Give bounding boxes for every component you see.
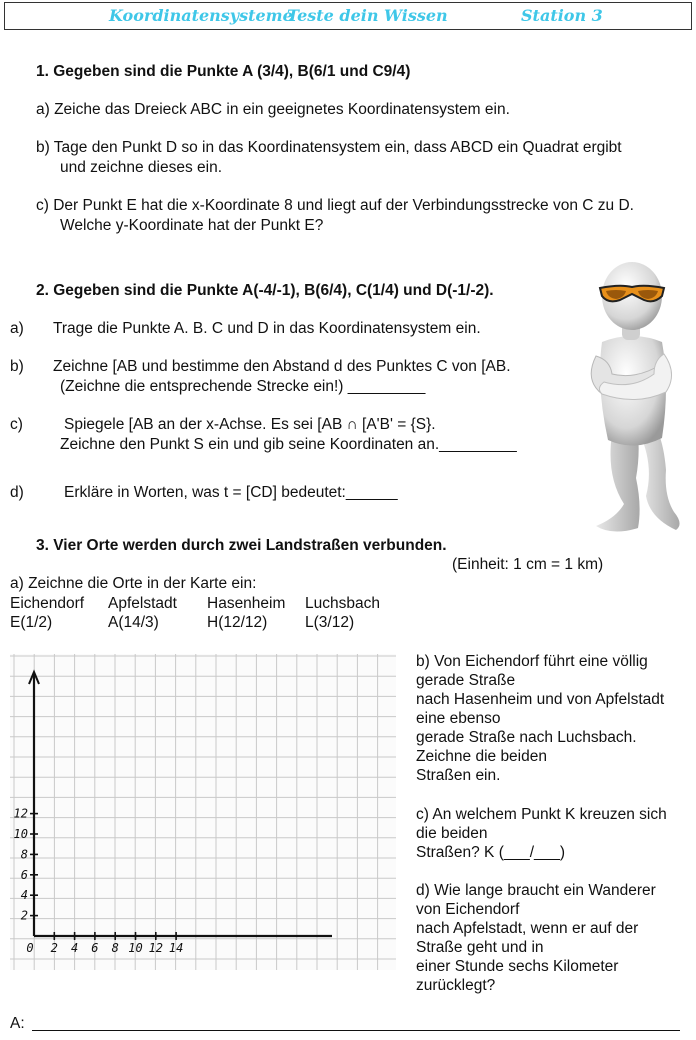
place-name-hasenheim: Hasenheim bbox=[207, 595, 286, 612]
x-tick-label: 10 bbox=[128, 941, 143, 955]
task3-b-line: gerade Straße nach Luchsbach. bbox=[416, 729, 637, 746]
task1-c-line2: Welche y-Koordinate hat der Punkt E? bbox=[60, 217, 324, 234]
task3-d-line: Straße geht und in bbox=[416, 939, 544, 956]
task3-d-line: einer Stunde sechs Kilometer bbox=[416, 958, 619, 975]
task1-title: 1. Gegeben sind die Punkte A (3/4), B(6/1 und C9/4) bbox=[36, 63, 411, 80]
task3-d-line: d) Wie lange braucht ein Wanderer bbox=[416, 882, 656, 899]
task3-d-line: zurücklegt? bbox=[416, 977, 496, 994]
task3-b-line: nach Hasenheim und von Apfelstadt bbox=[416, 691, 665, 708]
x-tick-label: 6 bbox=[91, 941, 99, 955]
place-name-luchsbach: Luchsbach bbox=[305, 595, 380, 612]
task3-c-line: Straßen? K (___/___) bbox=[416, 844, 566, 861]
x-tick-label: 12 bbox=[148, 941, 164, 955]
place-coord-eichendorf: E(1/2) bbox=[10, 614, 53, 631]
place-coord-hasenheim: H(12/12) bbox=[207, 614, 268, 631]
task2-b-text1: Zeichne [AB und bestimme den Abstand d des Punktes C von [AB. bbox=[53, 358, 511, 375]
task3-b-line: Straßen ein. bbox=[416, 767, 501, 784]
task3-b-block bbox=[416, 652, 664, 785]
cool-figure-illustration bbox=[566, 256, 690, 540]
task1-b-line2: und zeichne dieses ein. bbox=[60, 159, 223, 176]
task2-d-text: Erkläre in Worten, was t = [CD] bedeutet:______ bbox=[64, 484, 398, 501]
y-tick-label: 2 bbox=[20, 908, 28, 923]
x-tick-label: 0 bbox=[26, 941, 34, 955]
task2-c-text2: Zeichne den Punkt S ein und gib seine Koordinaten an._________ bbox=[60, 436, 517, 453]
x-tick-label: 8 bbox=[111, 941, 119, 955]
task3-d-line: von Eichendorf bbox=[416, 901, 520, 918]
task2-title: 2. Gegeben sind die Punkte A(-4/-1), B(6/4), C(1/4) und D(-1/-2). bbox=[36, 282, 494, 299]
grid-drawing bbox=[10, 654, 396, 970]
task2-a-text: Trage die Punkte A. B. C und D in das Koordinatensystem ein. bbox=[53, 320, 481, 337]
task3-a: a) Zeichne die Orte in der Karte ein: bbox=[10, 575, 257, 592]
task3-unit: (Einheit: 1 cm = 1 km) bbox=[452, 556, 604, 573]
y-tick-label: 12 bbox=[13, 806, 28, 821]
worksheet-header bbox=[4, 2, 692, 30]
task3-b-line: eine ebenso bbox=[416, 710, 501, 727]
task3-b-line: gerade Straße bbox=[416, 672, 516, 689]
y-tick-label: 4 bbox=[20, 888, 28, 903]
task2-d-label: d) bbox=[10, 484, 24, 501]
x-tick-label: 14 bbox=[168, 941, 184, 955]
task3-c-line: c) An welchem Punkt K kreuzen sich bbox=[416, 806, 667, 823]
task2-b-text2: (Zeichne die entsprechende Strecke ein!) _________ bbox=[60, 378, 426, 395]
answer-line[interactable] bbox=[32, 1030, 680, 1031]
task3-c-line: die beiden bbox=[416, 825, 488, 842]
task2-b-label: b) bbox=[10, 358, 24, 375]
y-tick-label: 6 bbox=[20, 867, 28, 882]
task2-a-label: a) bbox=[10, 320, 24, 337]
answer-label: A: bbox=[10, 1015, 25, 1032]
task1-c-line1: c) Der Punkt E hat die x-Koordinate 8 und liegt auf der Verbindungsstrecke von C zu D. bbox=[36, 197, 634, 214]
x-tick-label: 2 bbox=[50, 941, 58, 955]
task2-c-label: c) bbox=[10, 416, 23, 433]
task1-a: a) Zeiche das Dreieck ABC in ein geeignetes Koordinatensystem ein. bbox=[36, 101, 510, 118]
task1-b-line1: b) Tage den Punkt D so in das Koordinatensystem ein, dass ABCD ein Quadrat ergibt bbox=[36, 139, 622, 156]
task3-c-block bbox=[416, 805, 667, 862]
header-topic: Koordinatensysteme bbox=[109, 6, 293, 25]
coordinate-grid[interactable] bbox=[10, 654, 396, 970]
place-coord-apfelstadt: A(14/3) bbox=[108, 614, 159, 631]
place-name-apfelstadt: Apfelstadt bbox=[108, 595, 177, 612]
header-station: Station 3 bbox=[521, 6, 603, 25]
task3-d-line: nach Apfelstadt, wenn er auf der bbox=[416, 920, 639, 937]
x-tick-label: 4 bbox=[70, 941, 79, 955]
grid-background bbox=[10, 654, 396, 970]
place-coord-luchsbach: L(3/12) bbox=[305, 614, 355, 631]
y-tick-label: 8 bbox=[20, 847, 28, 862]
task3-d-block bbox=[416, 881, 656, 995]
task3-title: 3. Vier Orte werden durch zwei Landstraßen verbunden. bbox=[36, 537, 447, 554]
place-name-eichendorf: Eichendorf bbox=[10, 595, 85, 612]
task2-c-text1: Spiegele [AB an der x-Achse. Es sei [AB ∩ [A'B' = {S}. bbox=[64, 416, 436, 433]
task3-b-line: b) Von Eichendorf führt eine völlig bbox=[416, 653, 648, 670]
header-subtitle: Teste dein Wissen bbox=[287, 6, 448, 25]
task3-b-line: Zeichne die beiden bbox=[416, 748, 547, 765]
y-tick-label: 10 bbox=[13, 827, 28, 841]
